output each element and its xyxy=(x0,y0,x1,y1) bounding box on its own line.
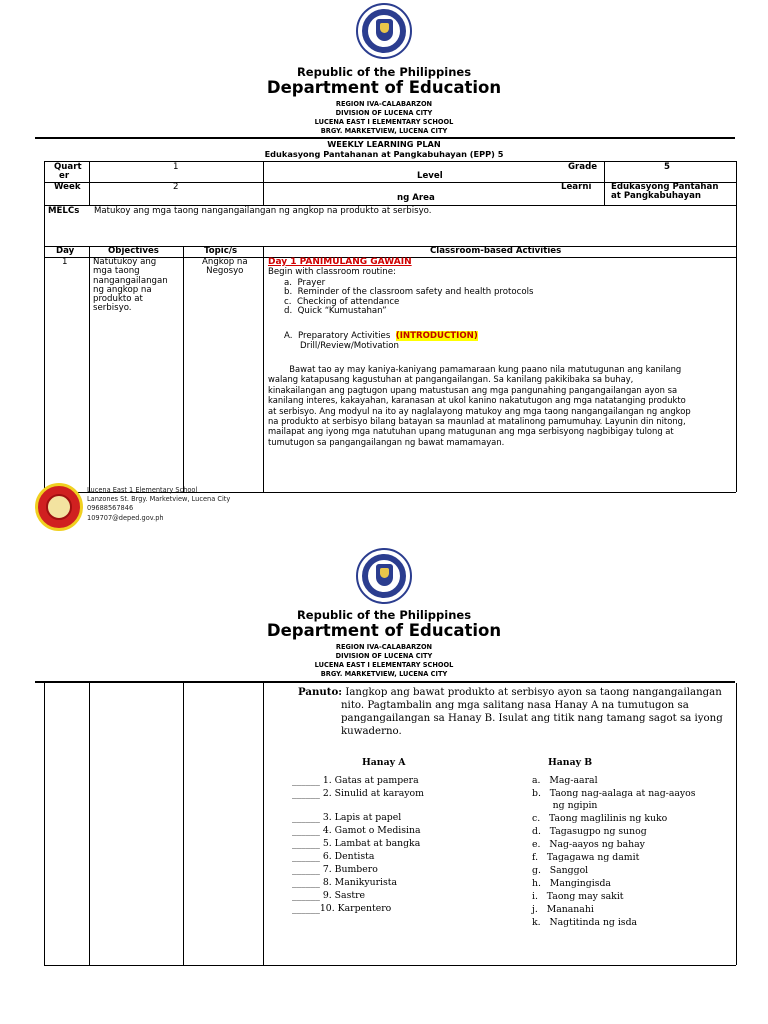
learning-area-label-1: Learni xyxy=(561,182,592,192)
objectives-text: Natutukoy ang mga taong nangangailangan ng angkop na produkto at serbisyo. xyxy=(93,257,168,314)
hanay-b-title: Hanay B xyxy=(548,757,593,768)
quarter-label: Quart er xyxy=(54,162,82,182)
republic-text: Republic of the Philippines xyxy=(296,65,472,79)
list-item: ______ 7. Bumbero xyxy=(292,864,378,875)
list-item: ______10. Karpentero xyxy=(292,903,392,914)
department-title: Department of Education xyxy=(266,78,502,97)
address-text: BRGY. MARKETVIEW, LUCENA CITY xyxy=(320,127,448,135)
address-text-2: BRGY. MARKETVIEW, LUCENA CITY xyxy=(320,670,448,678)
quarter-value: 1 xyxy=(173,162,179,172)
region-text-2: REGION IVA-CALABARZON xyxy=(335,643,433,651)
grade-value: 5 xyxy=(664,162,670,172)
footer-phone: 09688567846 xyxy=(87,504,134,512)
footer-address: Lanzones St. Brgy. Marketview, Lucena City xyxy=(87,495,231,503)
footer-email: 109707@deped.gov.ph xyxy=(87,514,164,522)
routine-list: a. Prayer b. Reminder of the classroom safety and health protocols c. Checking of attendance d. Quick “Kumustahan” xyxy=(284,278,534,316)
melcs-value: Matukoy ang mga taong nangangailangan ng angkop na produkto at serbisyo. xyxy=(94,206,432,216)
subject-title: Edukasyong Pantahanan at Pangkabuhayan (EPP) 5 xyxy=(264,149,504,159)
list-item: i. Taong may sakit xyxy=(532,891,624,902)
day-title: Day 1 PANIMULANG GAWAIN xyxy=(268,257,412,267)
list-item: h. Mangingisda xyxy=(532,878,611,889)
list-item: ______ 9. Sastre xyxy=(292,890,366,901)
list-item: b. Taong nag-aalaga at nag-aayos xyxy=(532,788,696,799)
deped-seal-icon xyxy=(356,3,412,59)
school-logo-icon xyxy=(35,483,83,531)
school-text-2: LUCENA EAST I ELEMENTARY SCHOOL xyxy=(314,661,454,669)
col-day: Day xyxy=(56,246,75,256)
col-activities: Classroom-based Activities xyxy=(430,246,562,256)
list-item: f. Tagagawa ng damit xyxy=(532,852,640,863)
republic-text-2: Republic of the Philippines xyxy=(296,608,472,622)
list-item: ______ 1. Gatas at pampera xyxy=(292,775,419,786)
level-label: Level xyxy=(417,171,443,181)
hanay-a-title: Hanay A xyxy=(362,757,406,768)
list-item: a. Mag-aaral xyxy=(532,775,598,786)
list-item: g. Sanggol xyxy=(532,865,589,876)
grade-label: Grade xyxy=(568,162,598,172)
week-value: 2 xyxy=(173,182,179,192)
col-objectives: Objectives xyxy=(108,246,159,256)
footer-school: Lucena East 1 Elementary School xyxy=(87,486,198,494)
preparatory-activities: A. Preparatory Activities (INTRODUCTION) xyxy=(284,331,478,341)
melcs-label: MELCs xyxy=(48,206,80,216)
school-text: LUCENA EAST I ELEMENTARY SCHOOL xyxy=(314,118,454,126)
list-item: ______ 2. Sinulid at karayom xyxy=(292,788,424,799)
division-text: DIVISION OF LUCENA CITY xyxy=(335,109,433,117)
list-item: ______ 6. Dentista xyxy=(292,851,375,862)
deped-seal-icon-2 xyxy=(356,548,412,604)
introduction-badge: (INTRODUCTION) xyxy=(395,331,478,341)
learning-area-label-2: ng Area xyxy=(397,193,435,203)
department-title-2: Department of Education xyxy=(266,621,502,640)
col-topics: Topic/s xyxy=(204,246,238,256)
list-item: k. Nagtitinda ng isda xyxy=(532,917,638,928)
list-item: ______ 8. Manikyurista xyxy=(292,877,398,888)
list-item: ______ 3. Lapis at papel xyxy=(292,812,402,823)
day-value: 1 xyxy=(62,257,68,267)
intro-paragraph: Bawat tao ay may kaniya-kaniyang pamamaraan kung paano nila matutugunan ang kanilang walang katapusang kagustuhan at pangangailangan. Sa kanilang pakikibaka sa buhay, kinakailangan ang pagtugon upang matustusan ang mga pangunahing pangangailangan ayon sa kanilang interes, kakayahan, karanasan at ukol kanino nakatutugon ang mga natatanging produkto at serbisyo. Ang modyul na ito ay naglalayong matukoy ang mga taong nangangailangan ng angkop na produkto at serbisyo bilang batayan sa maunlad at matalinong pamumuhay. Layunin din nitong, mailapat ang iyong mga natutuhan upang matugunan ang mga serbisyong nagbibigay tulong at tumutugon sa pangangailangan ng bawat mamamayan. xyxy=(268,364,691,447)
list-item: ng ngipin xyxy=(532,800,598,811)
plan-title: WEEKLY LEARNING PLAN xyxy=(327,139,441,149)
drill-text: Drill/Review/Motivation xyxy=(300,341,400,351)
routine-text: Begin with classroom routine: xyxy=(268,267,396,277)
learning-area-value: Edukasyong Pantahan at Pangkabuhayan xyxy=(611,182,719,202)
list-item: e. Nag-aayos ng bahay xyxy=(532,839,645,850)
list-item: ______ 4. Gamot o Medisina xyxy=(292,825,421,836)
week-label: Week xyxy=(54,182,81,192)
list-item: j. Mananahi xyxy=(532,904,594,915)
header-divider-2 xyxy=(35,681,735,683)
division-text-2: DIVISION OF LUCENA CITY xyxy=(335,652,433,660)
list-item: c. Taong maglilinis ng kuko xyxy=(532,813,668,824)
list-item: d. Tagasugpo ng sunog xyxy=(532,826,647,837)
list-item: ______ 5. Lambat at bangka xyxy=(292,838,421,849)
region-text: REGION IVA-CALABARZON xyxy=(335,100,433,108)
instructions: Panuto: Iangkop ang bawat produkto at serbisyo ayon sa taong nangangailangan nito. Pagtambalin ang mga salitang nasa Hanay A na tumutugon sa pangangailangan sa Hanay B. Isulat ang titik nang tamang sagot sa iyong kuwaderno. xyxy=(298,686,723,737)
topic-text: Angkop na Negosyo xyxy=(202,257,248,277)
